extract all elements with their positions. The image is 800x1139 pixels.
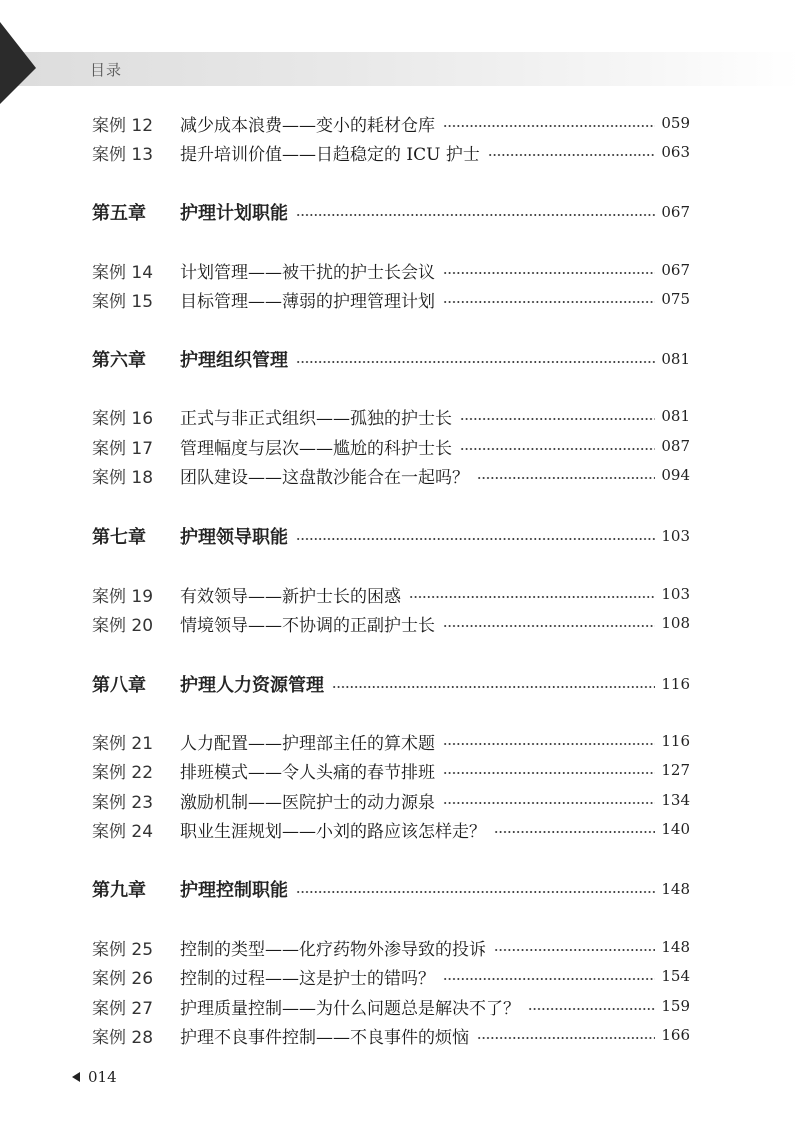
dot-leader [477,1037,655,1039]
entry-title: 团队建设——这盘散沙能合在一起吗？ [180,467,469,488]
entry-page-number: 059 [661,114,690,132]
entry-page-number: 081 [661,350,690,368]
entry-title: 提升培训价值——日趋稳定的 ICU 护士 [180,144,480,165]
dot-leader [296,538,655,540]
dot-leader [494,831,655,833]
dot-leader [477,477,655,479]
entry-page-number: 116 [661,732,690,750]
entry-title: 人力配置——护理部主任的算术题 [180,733,435,754]
dot-leader [409,596,655,598]
entry-page-number: 067 [661,203,690,221]
footer-page-number: 014 [88,1068,117,1086]
toc-entry-chapter-5[interactable] [92,197,690,227]
chapter-title: 护理组织管理 [180,350,288,371]
entry-title: 职业生涯规划——小刘的路应该怎样走？ [180,821,486,842]
entry-title: 排班模式——令人头痛的春节排班 [180,762,435,783]
corner-triangle-icon [0,0,44,110]
toc-entry-case-28[interactable] [92,1020,690,1050]
chapter-number: 第五章 [92,203,146,224]
entry-number: 案例 13 [92,144,154,165]
toc-entry-case-13[interactable] [92,137,690,167]
chapter-number: 第六章 [92,350,146,371]
chapter-title: 护理领导职能 [180,527,288,548]
dot-leader [443,272,655,274]
dot-leader [443,802,655,804]
entry-page-number: 063 [661,143,690,161]
toc-entry-case-23[interactable] [92,785,690,815]
entry-page-number: 108 [661,614,690,632]
toc-entry-case-24[interactable] [92,814,690,844]
entry-number: 案例 21 [92,733,154,754]
entry-title: 管理幅度与层次——尴尬的科护士长 [180,438,452,459]
entry-number: 案例 20 [92,615,154,636]
entry-page-number: 103 [661,527,690,545]
entry-number: 案例 17 [92,438,154,459]
entry-page-number: 103 [661,585,690,603]
toc-entry-case-22[interactable] [92,755,690,785]
dot-leader [488,154,656,156]
chapter-title: 护理控制职能 [180,880,288,901]
dot-leader [443,625,655,627]
entry-page-number: 148 [661,880,690,898]
chapter-title: 护理计划职能 [180,203,288,224]
entry-page-number: 081 [661,407,690,425]
toc-entry-chapter-8[interactable] [92,669,690,699]
dot-leader [296,361,655,363]
entry-number: 案例 28 [92,1027,154,1048]
chapter-number: 第九章 [92,880,146,901]
entry-title: 控制的过程——这是护士的错吗？ [180,968,435,989]
entry-number: 案例 25 [92,939,154,960]
entry-page-number: 154 [661,967,690,985]
toc-entry-case-12[interactable] [92,108,690,138]
page-header-title: 目录 [90,61,123,79]
toc-entry-case-27[interactable] [92,991,690,1021]
entry-title: 激励机制——医院护士的动力源泉 [180,792,435,813]
entry-number: 案例 26 [92,968,154,989]
entry-title: 有效领导——新护士长的困惑 [180,586,401,607]
toc-entry-case-21[interactable] [92,726,690,756]
entry-title: 计划管理——被干扰的护士长会议 [180,262,435,283]
chapter-number: 第八章 [92,675,146,696]
dot-leader [494,949,655,951]
entry-number: 案例 18 [92,467,154,488]
entry-page-number: 159 [661,997,690,1015]
entry-title: 护理不良事件控制——不良事件的烦恼 [180,1027,469,1048]
toc-entry-chapter-9[interactable] [92,874,690,904]
entry-title: 减少成本浪费——变小的耗材仓库 [180,115,435,136]
entry-number: 案例 14 [92,262,154,283]
toc-entry-case-19[interactable] [92,579,690,609]
entry-number: 案例 19 [92,586,154,607]
toc-entry-case-20[interactable] [92,608,690,638]
entry-page-number: 166 [661,1026,690,1044]
entry-page-number: 087 [661,437,690,455]
entry-page-number: 148 [661,938,690,956]
toc-entry-case-18[interactable] [92,460,690,490]
entry-title: 控制的类型——化疗药物外渗导致的投诉 [180,939,486,960]
toc-entry-case-14[interactable] [92,255,690,285]
dot-leader [332,686,655,688]
toc-entry-case-26[interactable] [92,961,690,991]
dot-leader [443,301,655,303]
entry-page-number: 140 [661,820,690,838]
chapter-title: 护理人力资源管理 [180,675,324,696]
entry-title: 情境领导——不协调的正副护士长 [180,615,435,636]
entry-number: 案例 23 [92,792,154,813]
toc-entry-case-16[interactable] [92,401,690,431]
entry-number: 案例 27 [92,998,154,1019]
entry-page-number: 094 [661,466,690,484]
entry-page-number: 116 [661,675,690,693]
dot-leader [460,418,655,420]
entry-title: 目标管理——薄弱的护理管理计划 [180,291,435,312]
dot-leader [443,743,655,745]
chapter-number: 第七章 [92,527,146,548]
left-arrow-icon [72,1072,80,1082]
toc-entry-case-17[interactable] [92,431,690,461]
entry-number: 案例 16 [92,408,154,429]
entry-page-number: 075 [661,290,690,308]
entry-title: 正式与非正式组织——孤独的护士长 [180,408,452,429]
entry-page-number: 067 [661,261,690,279]
dot-leader [443,125,655,127]
toc-entry-case-25[interactable] [92,932,690,962]
dot-leader [296,891,655,893]
toc-entry-chapter-6[interactable] [92,344,690,374]
entry-number: 案例 15 [92,291,154,312]
entry-number: 案例 24 [92,821,154,842]
toc-entry-chapter-7[interactable] [92,521,690,551]
dot-leader [443,772,655,774]
dot-leader [528,1008,655,1010]
dot-leader [296,214,655,216]
entry-number: 案例 12 [92,115,154,136]
toc-entry-case-15[interactable] [92,284,690,314]
page-footer [72,1068,117,1086]
dot-leader [443,978,655,980]
entry-title: 护理质量控制——为什么问题总是解决不了？ [180,998,520,1019]
entry-page-number: 134 [661,791,690,809]
dot-leader [460,448,655,450]
entry-number: 案例 22 [92,762,154,783]
entry-page-number: 127 [661,761,690,779]
